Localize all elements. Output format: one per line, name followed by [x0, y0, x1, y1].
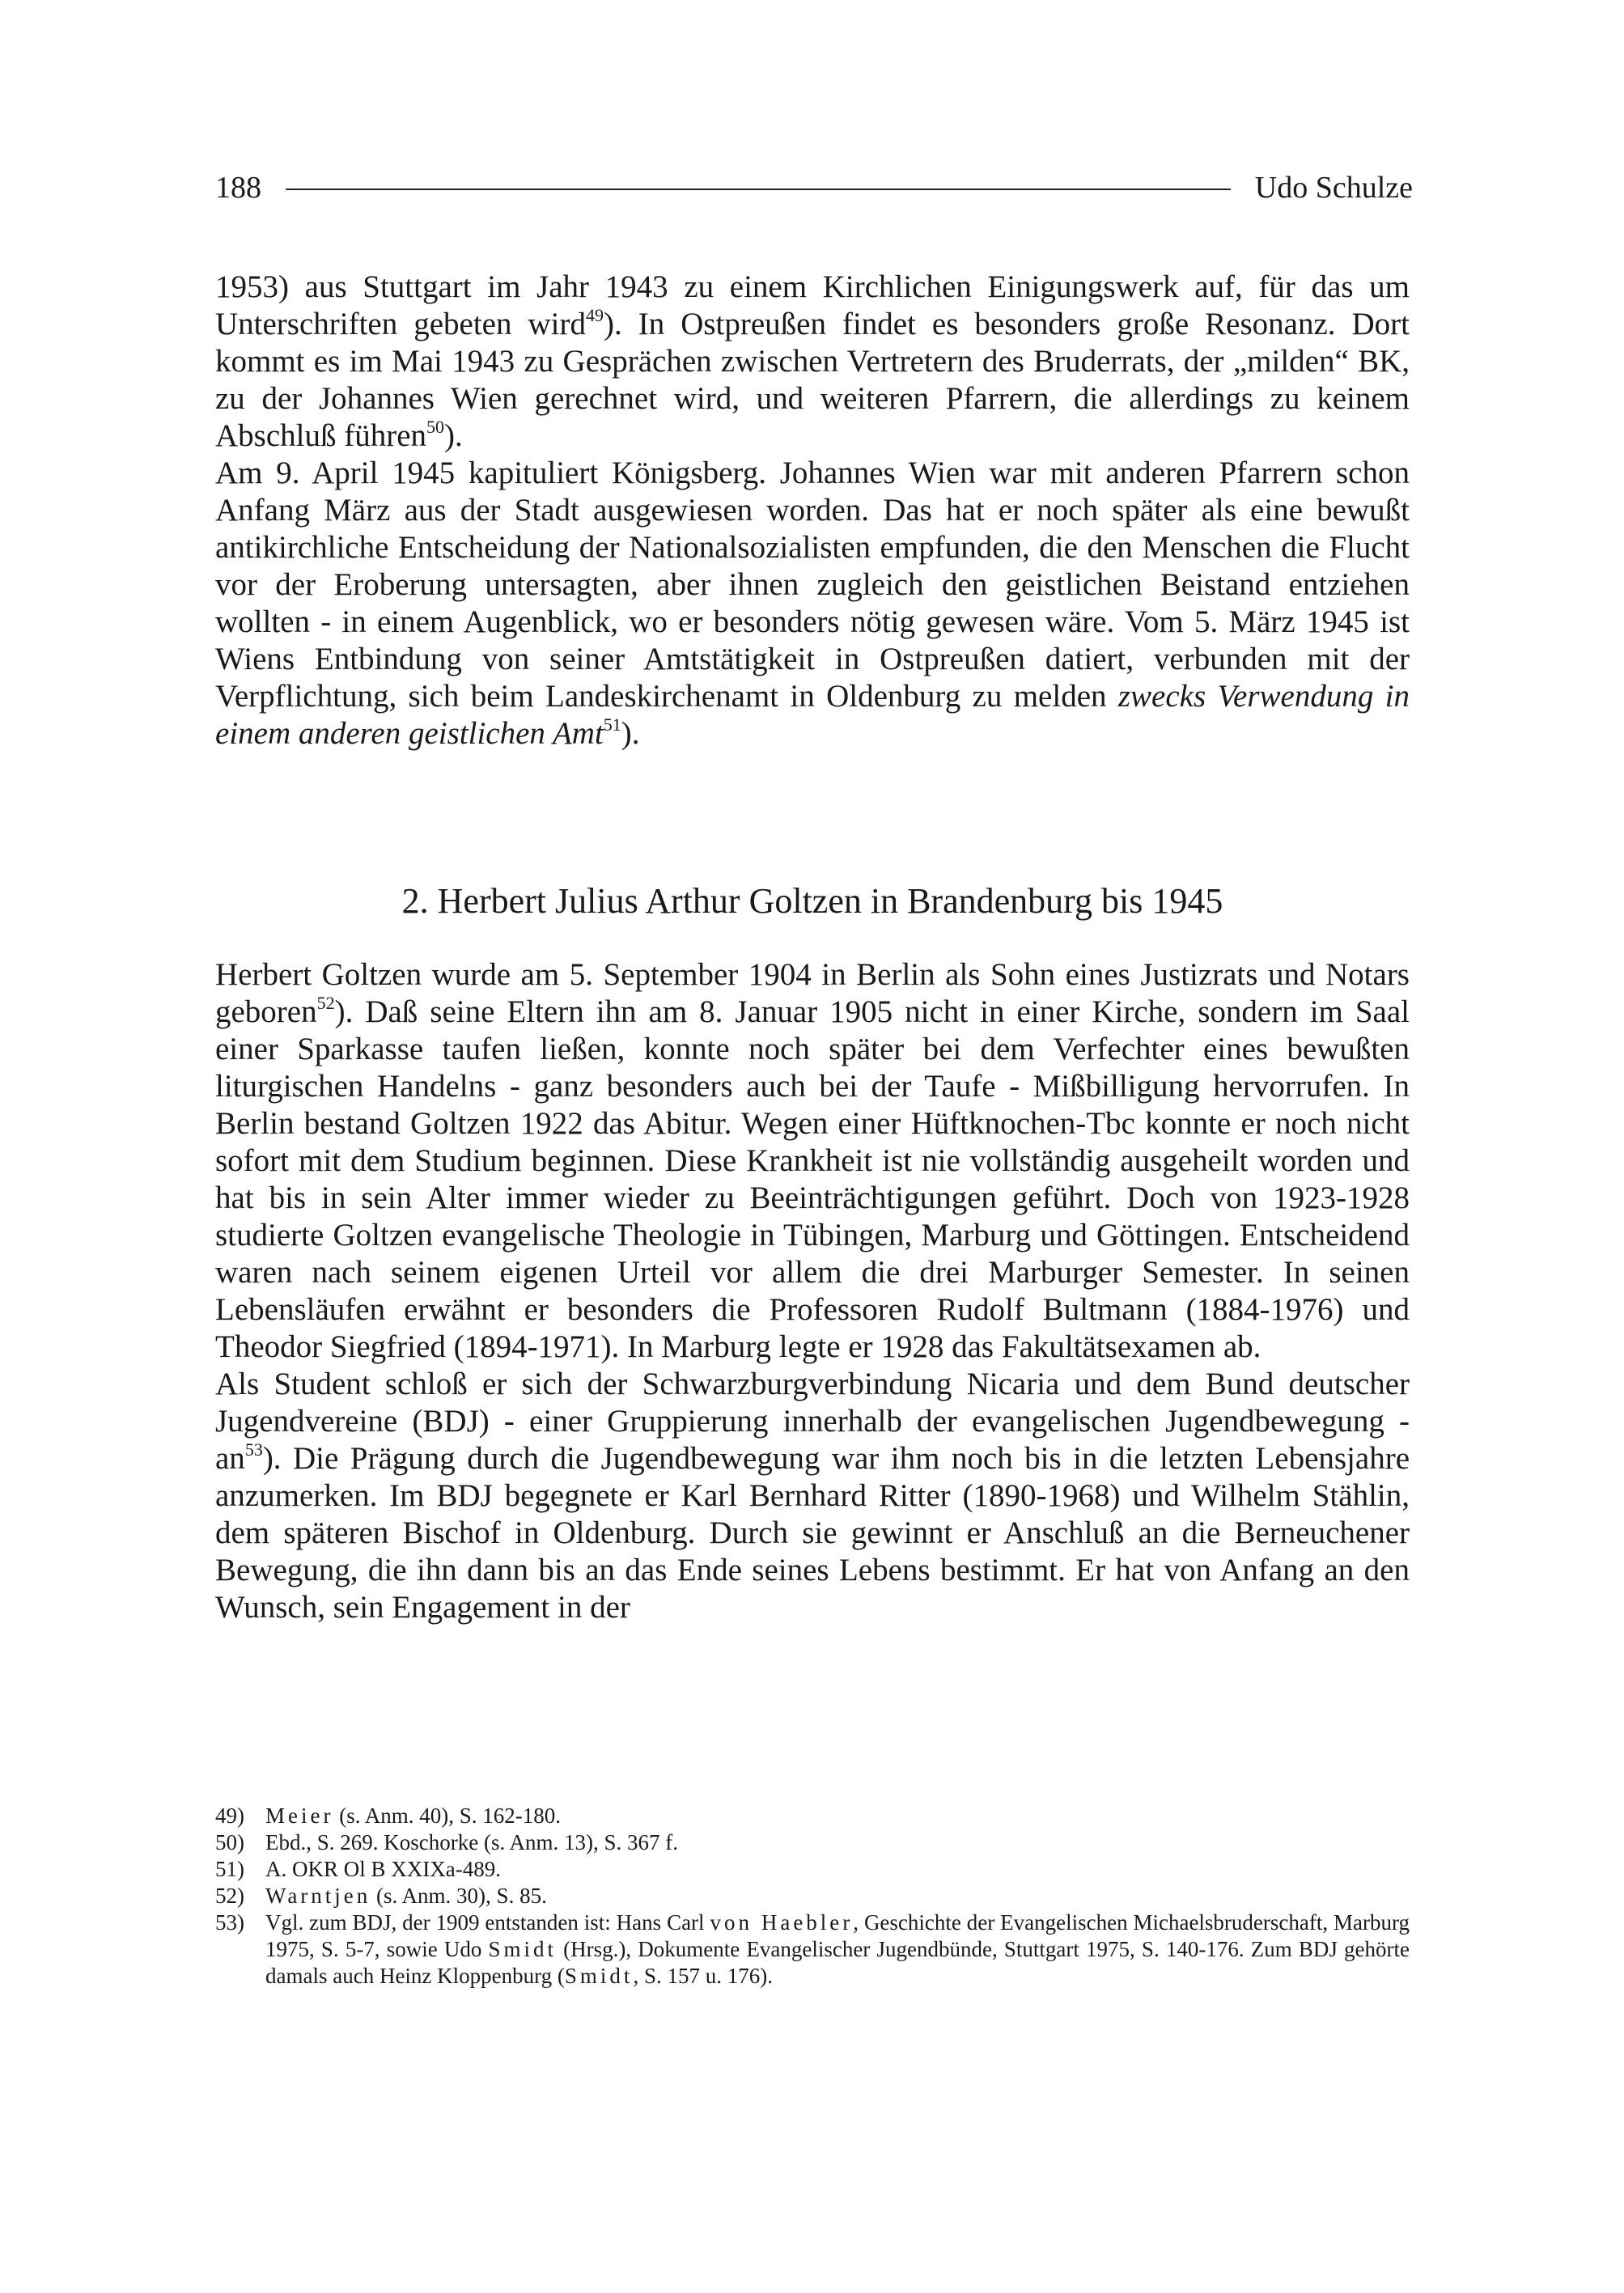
body-text-block-1: [215, 269, 1410, 752]
footnote-49: 49) Meier (s. Anm. 40), S. 162-180.: [215, 1803, 561, 1828]
running-head-author: Udo Schulze: [1254, 171, 1413, 205]
paragraph-1: 1953) aus Stuttgart im Jahr 1943 zu einem Kirchlichen Einigungswerk auf, für das um Unterschriften gebeten wird$^{49}$). In Ostpreußen findet es besonders große Resonanz. Dort kommt es im Mai 1943 zu Gesprächen zwischen Vertretern des Bruderrats, der „milden“ BK, zu der Johannes Wien gerechnet wird, und weiteren Pfarrern, die allerdings zu keinem Abschluß führen$^{50}$).: [215, 269, 1410, 453]
paragraph-4: Als Student schloß er sich der Schwarzburgverbindung Nicaria und dem Bund deutscher Jugendvereine (BDJ) - einer Gruppierung innerhalb der evangelischen Jugendbewegung - $an^{53}$). Die Prägung durch die Jugendbewegung war ihm noch bis in die letzten Lebensjahre anzumerken. Im BDJ begegnete er Karl Bernhard Ritter (1890-1968) und Wilhelm Stählin, dem späteren Bischof in Oldenburg. Durch sie gewinnt er Anschluß an die Berneuchener Bewegung, die ihn dann bis an das Ende seines Lebens bestimmt. Er hat von Anfang an den Wunsch, sein Engagement in der: [215, 1367, 1410, 1625]
paragraph-2: Am 9. April 1945 kapituliert Königsberg. Johannes Wien war mit anderen Pfarrern schon Anfang März aus der Stadt ausgewiesen worden. Das hat er noch später als eine bewußt antikirchliche Entscheidung der Nationalsozialisten empfunden, die den Menschen die Flucht vor der Eroberung untersagten, aber ihnen zugleich den geistlichen Beistand entziehen wollten - in einem Augenblick, wo er besonders nötig gewesen wäre. Vom 5. März 1945 ist Wiens Entbindung von seiner Amtstätigkeit in Ostpreußen datiert, verbunden mit der Verpflichtung, sich beim Landeskirchenamt in Oldenburg zu melden zwecks Verwendung in einem anderen geistlichen Amt$^{51}$).: [215, 456, 1410, 751]
footnote-ref-49: 49: [585, 305, 604, 325]
footnote-53: 53) Vgl. zum BDJ, der 1909 entstanden ist: Hans Carl von Haebler, Geschichte der Evangelischen Michaelsbruderschaft, Marburg 1975, S. 5-7, sowie Udo Smidt (Hrsg.), Dokumente Evangelischer Jugendbünde, Stuttgart 1975, S. 140-176. Zum BDJ gehörte damals auch Heinz Kloppenburg (Smidt, S. 157 u. 176).: [215, 1910, 1410, 1988]
body-text-block-2: [215, 956, 1410, 1626]
section-heading: 2. Herbert Julius Arthur Goltzen in Brandenburg bis 1945: [401, 881, 1223, 921]
footnote-50: 50) Ebd., S. 269. Koschorke (s. Anm. 13), S. 367 f.: [215, 1830, 678, 1854]
footnote-ref-53: 53: [244, 1439, 263, 1460]
header-rule: [286, 189, 1231, 190]
page-number: 188: [215, 171, 261, 205]
quoted-phrase: zwecks Verwendung in einem anderen geistlichen Amt: [215, 679, 1410, 751]
footnote-ref-50: 50: [426, 417, 445, 437]
footnote-52: 52) Warntjen (s. Anm. 30), S. 85.: [215, 1884, 547, 1908]
footnote-ref-52: 52: [316, 993, 335, 1013]
footnote-51: 51) A. OKR Ol B XXIXa-489.: [215, 1857, 501, 1881]
paragraph-3: Herbert Goltzen wurde am 5. September 1904 in Berlin als Sohn eines Justizrats und Notars geboren$^{52}$). Daß seine Eltern ihn am 8. Januar 1905 nicht in einer Kirche, sondern im Saal einer Sparkasse taufen ließen, konnte noch später bei dem Verfechter eines bewußten liturgischen Handelns - ganz besonders auch bei der Taufe - Mißbilligung hervorrufen. In Berlin bestand Goltzen 1922 das Abitur. Wegen einer Hüftknochen-Tbc konnte er noch nicht sofort mit dem Studium beginnen. Diese Krankheit ist nie vollständig ausgeheilt worden und hat bis in sein Alter immer wieder zu Beeinträchtigungen geführt. Doch von 1923-1928 studierte Goltzen evangelische Theologie in Tübingen, Marburg und Göttingen. Entscheidend waren nach seinem eigenen Urteil vor allem die drei Marburger Semester. In seinen Lebensläufen erwähnt er besonders die Professoren Rudolf Bultmann (1884-1976) und Theodor Siegfried (1894-1971). In Marburg legte er 1928 das Fakultätsexamen ab.: [215, 957, 1410, 1364]
footnotes: [215, 1803, 1410, 1990]
footnote-ref-51: 51: [603, 714, 621, 735]
running-head: [215, 167, 1413, 209]
